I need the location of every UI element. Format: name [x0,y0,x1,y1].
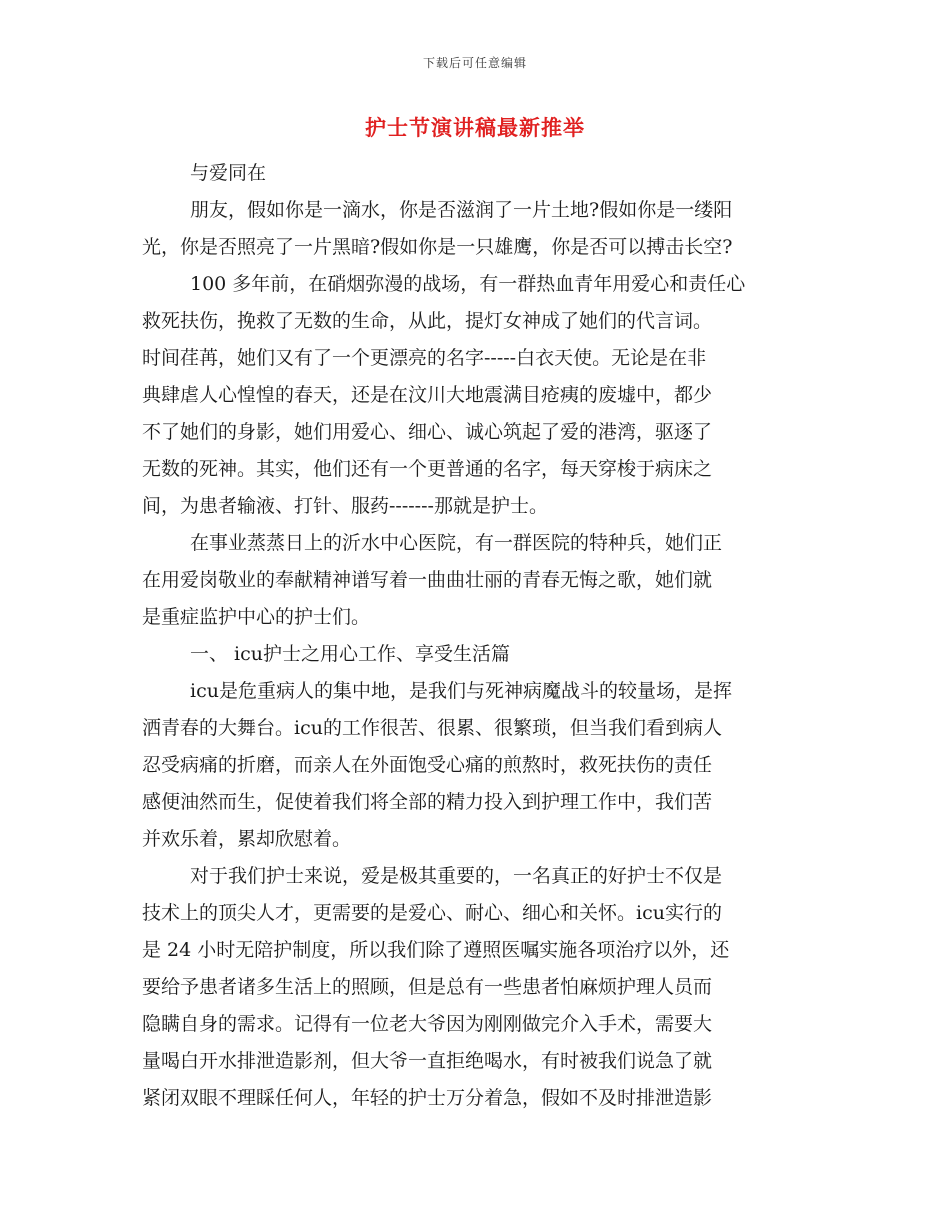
text-line: 感便油然而生，促使着我们将全部的精力投入到护理工作中，我们苦 [142,791,713,813]
text-line: 不了她们的身影，她们用爱心、细心、诚心筑起了爱的港湾，驱逐了 [142,421,713,443]
text-line: 紧闭双眼不理睬任何人，年轻的护士万分着急，假如不及时排泄造影 [142,1087,713,1109]
text-line: 100 多年前，在硝烟弥漫的战场，有一群热血青年用爱心和责任心 [190,273,746,295]
text-line: 对于我们护士来说，爱是极其重要的，一名真正的好护士不仅是 [190,865,723,887]
text-line: 技术上的顶尖人才，更需要的是爱心、耐心、细心和关怀。icu实行的 [142,902,722,924]
text-line: 是 24 小时无陪护制度，所以我们除了遵照医嘱实施各项治疗以外，还 [142,939,730,961]
text-line: 无数的死神。其实，他们还有一个更普通的名字，每天穿梭于病床之 [142,458,713,480]
text-line: 时间荏苒，她们又有了一个更漂亮的名字-----白衣天使。无论是在非 [142,347,707,369]
page-header: 下载后可任意编辑 [422,56,527,70]
text-line: icu是危重病人的集中地，是我们与死神病魔战斗的较量场，是挥 [190,680,732,702]
text-line: 洒青春的大舞台。icu的工作很苦、很累、很繁琐，但当我们看到病人 [142,717,722,739]
text-line: 量喝白开水排泄造影剂，但大爷一直拒绝喝水，有时被我们说急了就 [142,1050,713,1072]
text-line: 典肆虐人心惶惶的春天，还是在汶川大地震满目疮痍的废墟中，都少 [142,384,713,406]
text-line: 在用爱岗敬业的奉献精神谱写着一曲曲壮丽的青春无悔之歌，她们就 [142,569,713,591]
text-line: 救死扶伤，挽救了无数的生命，从此，提灯女神成了她们的代言词。 [142,310,713,332]
text-line: 间，为患者输液、打针、服药-------那就是护士。 [142,495,548,517]
text-line: 与爱同在 [190,162,267,184]
text-line: 是重症监护中心的护士们。 [142,606,371,628]
text-line: 光，你是否照亮了一片黑暗?假如你是一只雄鹰，你是否可以搏击长空? [142,236,733,258]
text-line: 要给予患者诸多生活上的照顾，但是总有一些患者怕麻烦护理人员而 [142,976,713,998]
text-line: 朋友，假如你是一滴水，你是否滋润了一片土地?假如你是一缕阳 [190,199,733,221]
document-title: 护士节演讲稿最新推举 [365,115,585,140]
text-line: 忍受病痛的折磨，而亲人在外面饱受心痛的煎熬时，救死扶伤的责任 [142,754,713,776]
text-line: 隐瞒自身的需求。记得有一位老大爷因为刚刚做完介入手术，需要大 [142,1013,713,1035]
section-heading: 一、 icu护士之用心工作、享受生活篇 [190,643,510,665]
text-line: 在事业蒸蒸日上的沂水中心医院，有一群医院的特种兵，她们正 [190,532,723,554]
text-line: 并欢乐着，累却欣慰着。 [142,828,352,850]
